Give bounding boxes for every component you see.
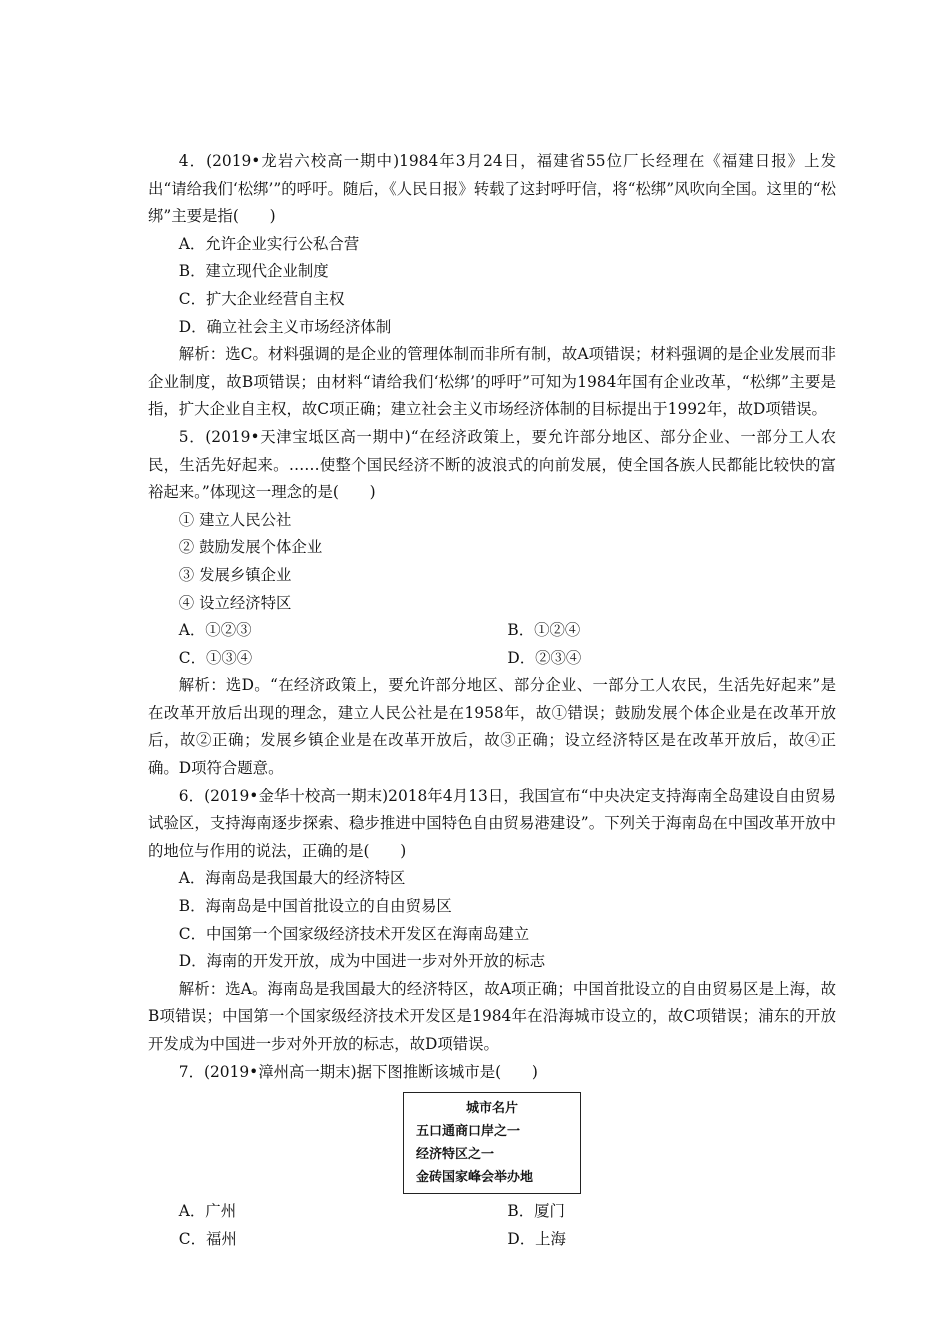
question-7-option-c: C．福州 — [178, 1229, 237, 1248]
question-5-option-d: D．②③④ — [507, 648, 582, 667]
question-5-options-row-1 — [148, 617, 836, 645]
question-6-analysis: 解析：选A。海南岛是我国最大的经济特区，故A项正确；中国首批设立的自由贸易区是上海，故B项错误；中国第一个国家级经济技术开发区是1984年在沿海城市设立的，故C项错误；浦东的开放开发成为中国进一步对外开放的标志，故D项错误。 — [148, 979, 836, 1053]
question-4-option-c: C．扩大企业经营自主权 — [178, 289, 345, 308]
question-5-stem: 5．(2019•天津宝坻区高一期中)“在经济政策上，要允许部分地区、部分企业、一部分工人农民，生活先好起来。……使整个国民经济不断的波浪式的向前发展，使全国各族人民都能比较快的富裕起来。”体现这一理念的是( ) — [148, 427, 836, 502]
question-6-option-b: B．海南岛是中国首批设立的自由贸易区 — [178, 897, 452, 916]
question-7-option-d: D．上海 — [507, 1229, 566, 1248]
document-page — [148, 148, 836, 1253]
question-4-option-b: B．建立现代企业制度 — [178, 262, 329, 281]
question-4-stem: 4．(2019•龙岩六校高一期中)1984年3月24日，福建省55位厂长经理在《福建日报》上发出“请给我们‘松绑’”的呼吁。随后，《人民日报》转载了这封呼吁信，将“松绑”风吹向全国。这里的“松绑”主要是指( ) — [148, 152, 836, 226]
question-5-item-3: ③ 发展乡镇企业 — [178, 565, 292, 584]
question-7-stem: 7．(2019•漳州高一期末)据下图推断该城市是( ) — [178, 1062, 538, 1081]
city-card — [403, 1092, 581, 1194]
question-5-options-row-2 — [148, 645, 836, 673]
question-5-item-1: ① 建立人民公社 — [178, 510, 292, 529]
question-5-option-c: C．①③④ — [178, 648, 253, 667]
question-5-analysis: 解析：选D。“在经济政策上，要允许部分地区、部分企业、一部分工人农民，生活先好起来”是在改革开放后出现的理念，建立人民公社是在1958年，故①错误；鼓励发展个体企业是在改革开放后，故②正确；发展乡镇企业是在改革开放后，故③正确；设立经济特区是在改革开放后，故④正确。D项符合题意。 — [148, 676, 836, 778]
city-card-line-2: 经济特区之一 — [416, 1147, 495, 1163]
question-5-item-4: ④ 设立经济特区 — [178, 593, 292, 612]
question-5-option-a: A．①②③ — [178, 621, 252, 640]
question-7-options-row-1 — [148, 1198, 836, 1226]
question-5-option-b: B．①②④ — [507, 621, 581, 640]
question-6-option-d: D．海南的开发开放，成为中国进一步对外开放的标志 — [178, 952, 546, 971]
question-4-option-a: A．允许企业实行公私合营 — [178, 234, 360, 253]
question-4-analysis: 解析：选C。材料强调的是企业的管理体制而非所有制，故A项错误；材料强调的是企业发展而非企业制度，故B项错误；由材料“请给我们‘松绑’的呼吁”可知为1984年国有企业改革，“松绑”主要是指，扩大企业自主权，故C项正确；建立社会主义市场经济体制的目标提出于1992年，故D项错误。 — [148, 345, 836, 419]
question-7-option-b: B．厦门 — [507, 1202, 565, 1221]
city-card-line-1: 五口通商口岸之一 — [416, 1124, 521, 1140]
question-4-option-d: D．确立社会主义市场经济体制 — [178, 317, 392, 336]
question-7-option-a: A．广州 — [178, 1202, 237, 1221]
city-card-wrapper — [148, 1092, 836, 1194]
question-6-stem: 6．(2019•金华十校高一期末)2018年4月13日，我国宣布“中央决定支持海南全岛建设自由贸易试验区，支持海南逐步探索、稳步推进中国特色自由贸易港建设”。下列关于海南岛在中国改革开放中的地位与作用的说法，正确的是( ) — [148, 786, 836, 860]
city-card-title: 城市名片 — [465, 1101, 518, 1117]
question-7-options-row-2 — [148, 1226, 836, 1254]
question-5-item-2: ② 鼓励发展个体企业 — [178, 538, 323, 557]
city-card-line-3: 金砖国家峰会举办地 — [416, 1170, 534, 1186]
question-6-option-c: C．中国第一个国家级经济技术开发区在海南岛建立 — [178, 924, 530, 943]
question-6-option-a: A．海南岛是我国最大的经济特区 — [178, 869, 406, 888]
